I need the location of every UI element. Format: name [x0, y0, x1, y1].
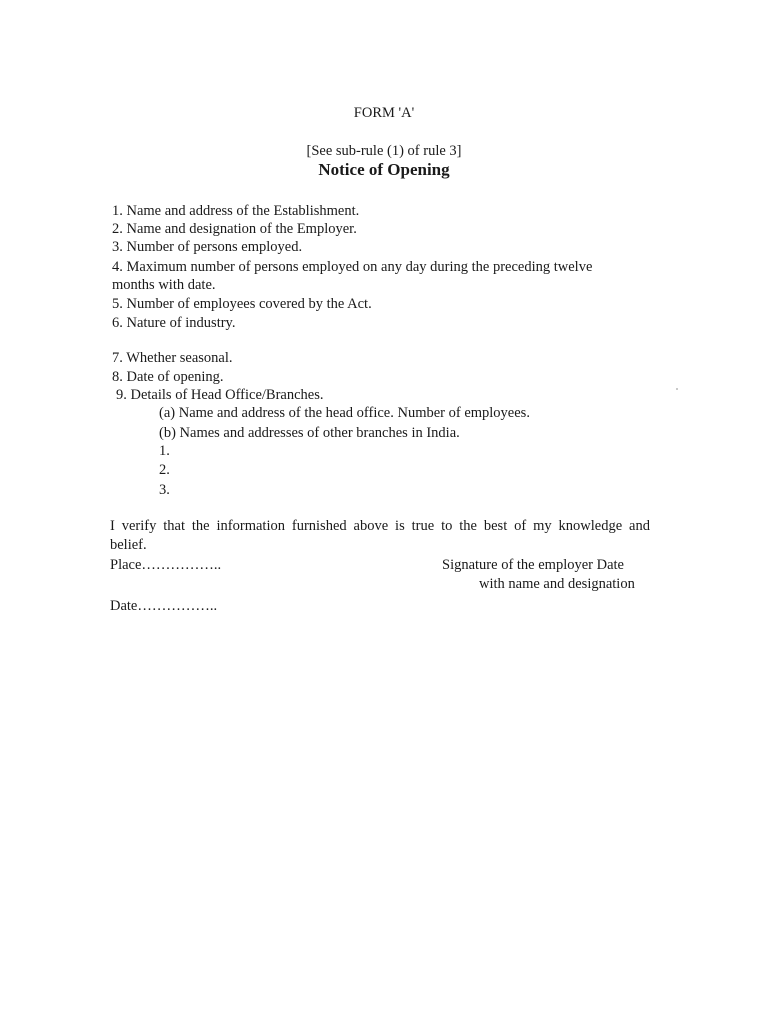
signature-label: Signature of the employer Date: [442, 557, 624, 573]
rule-reference: [See sub-rule (1) of rule 3]: [306, 143, 462, 159]
page-title: Notice of Opening: [318, 160, 450, 179]
form-label: FORM 'A': [353, 105, 415, 121]
sub-item-b: (b) Names and addresses of other branches in India.: [159, 425, 460, 441]
place-field: Place……………..: [110, 557, 222, 573]
item-3: 3. Number of persons employed.: [112, 239, 303, 255]
item-4: 4. Maximum number of persons employed on any day during the preceding twelve: [112, 259, 593, 275]
verification-statement: I verify that the information furnished above is true to the best of my knowledge and: [110, 518, 650, 534]
item-1: 1. Name and address of the Establishment.: [112, 203, 360, 219]
sub-item-a: (a) Name and address of the head office. Number of employees.: [159, 405, 530, 421]
branch-number-3: 3.: [159, 482, 170, 498]
branch-number-1: 1.: [159, 443, 170, 459]
item-7: 7. Whether seasonal.: [112, 350, 233, 366]
scan-speck: [676, 388, 678, 390]
date-field: Date……………..: [110, 598, 218, 614]
branch-number-2: 2.: [159, 462, 170, 478]
item-5: 5. Number of employees covered by the Act.: [112, 296, 372, 312]
item-2: 2. Name and designation of the Employer.: [112, 221, 357, 237]
verification-statement-continued: belief.: [110, 537, 147, 553]
item-9: 9. Details of Head Office/Branches.: [116, 387, 324, 403]
item-8: 8. Date of opening.: [112, 369, 224, 385]
signature-label-continued: with name and designation: [479, 576, 635, 592]
item-4-continued: months with date.: [112, 277, 216, 293]
item-6: 6. Nature of industry.: [112, 315, 236, 331]
